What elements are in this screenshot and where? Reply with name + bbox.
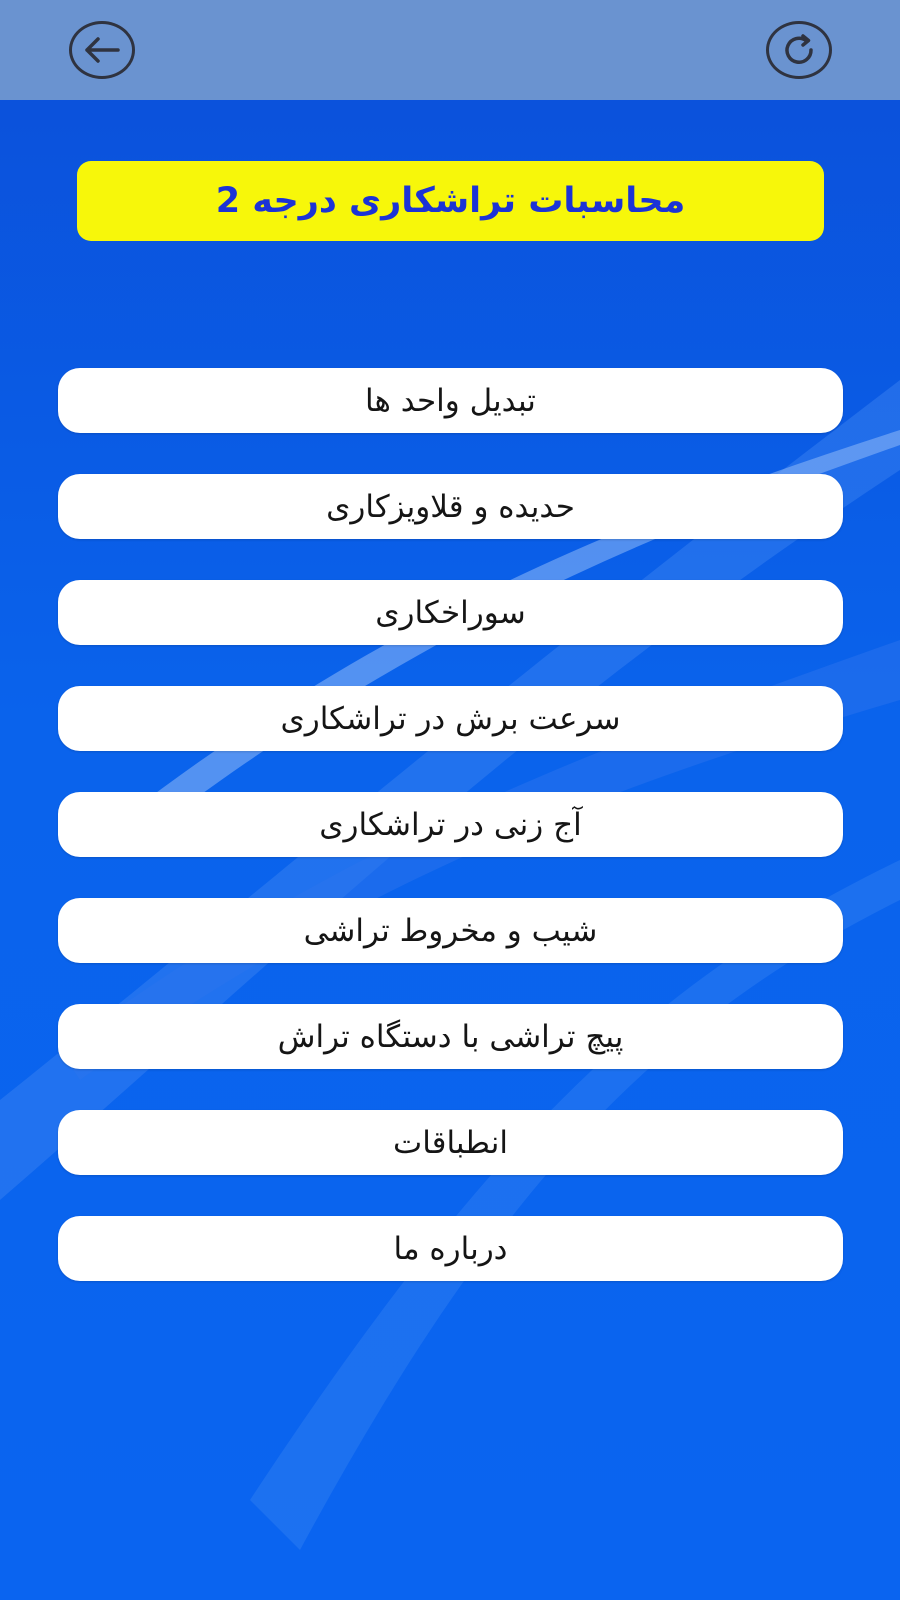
back-button[interactable] [69, 21, 135, 79]
menu-item-label: شیب و مخروط تراشی [303, 912, 598, 949]
menu-item-label: تبدیل واحد ها [365, 382, 536, 419]
menu-item-knurling[interactable] [58, 792, 843, 857]
main-menu [58, 368, 843, 1322]
menu-item-label: انطباقات [393, 1124, 508, 1161]
menu-item-cutting-speed[interactable] [58, 686, 843, 751]
menu-item-thread-cutting-lathe[interactable] [58, 1004, 843, 1069]
menu-item-unit-conversion[interactable] [58, 368, 843, 433]
top-app-bar [0, 0, 900, 100]
menu-item-label: حدیده و قلاویزکاری [326, 488, 575, 525]
menu-item-about-us[interactable] [58, 1216, 843, 1281]
menu-item-label: درباره ما [393, 1230, 508, 1267]
page-title-banner [77, 161, 824, 241]
arrow-left-icon [82, 35, 122, 65]
menu-item-threading-die-tap[interactable] [58, 474, 843, 539]
menu-item-fits-tolerances[interactable] [58, 1110, 843, 1175]
menu-item-label: سرعت برش در تراشکاری [280, 700, 621, 737]
menu-item-label: آج زنی در تراشکاری [319, 806, 582, 843]
menu-item-label: پیچ تراشی با دستگاه تراش [277, 1018, 624, 1055]
page-title: محاسبات تراشکاری درجه 2 [215, 181, 686, 221]
menu-item-label: سوراخکاری [375, 594, 526, 631]
refresh-button[interactable] [766, 21, 832, 79]
menu-item-drilling[interactable] [58, 580, 843, 645]
refresh-icon [779, 30, 819, 70]
menu-item-taper-turning[interactable] [58, 898, 843, 963]
